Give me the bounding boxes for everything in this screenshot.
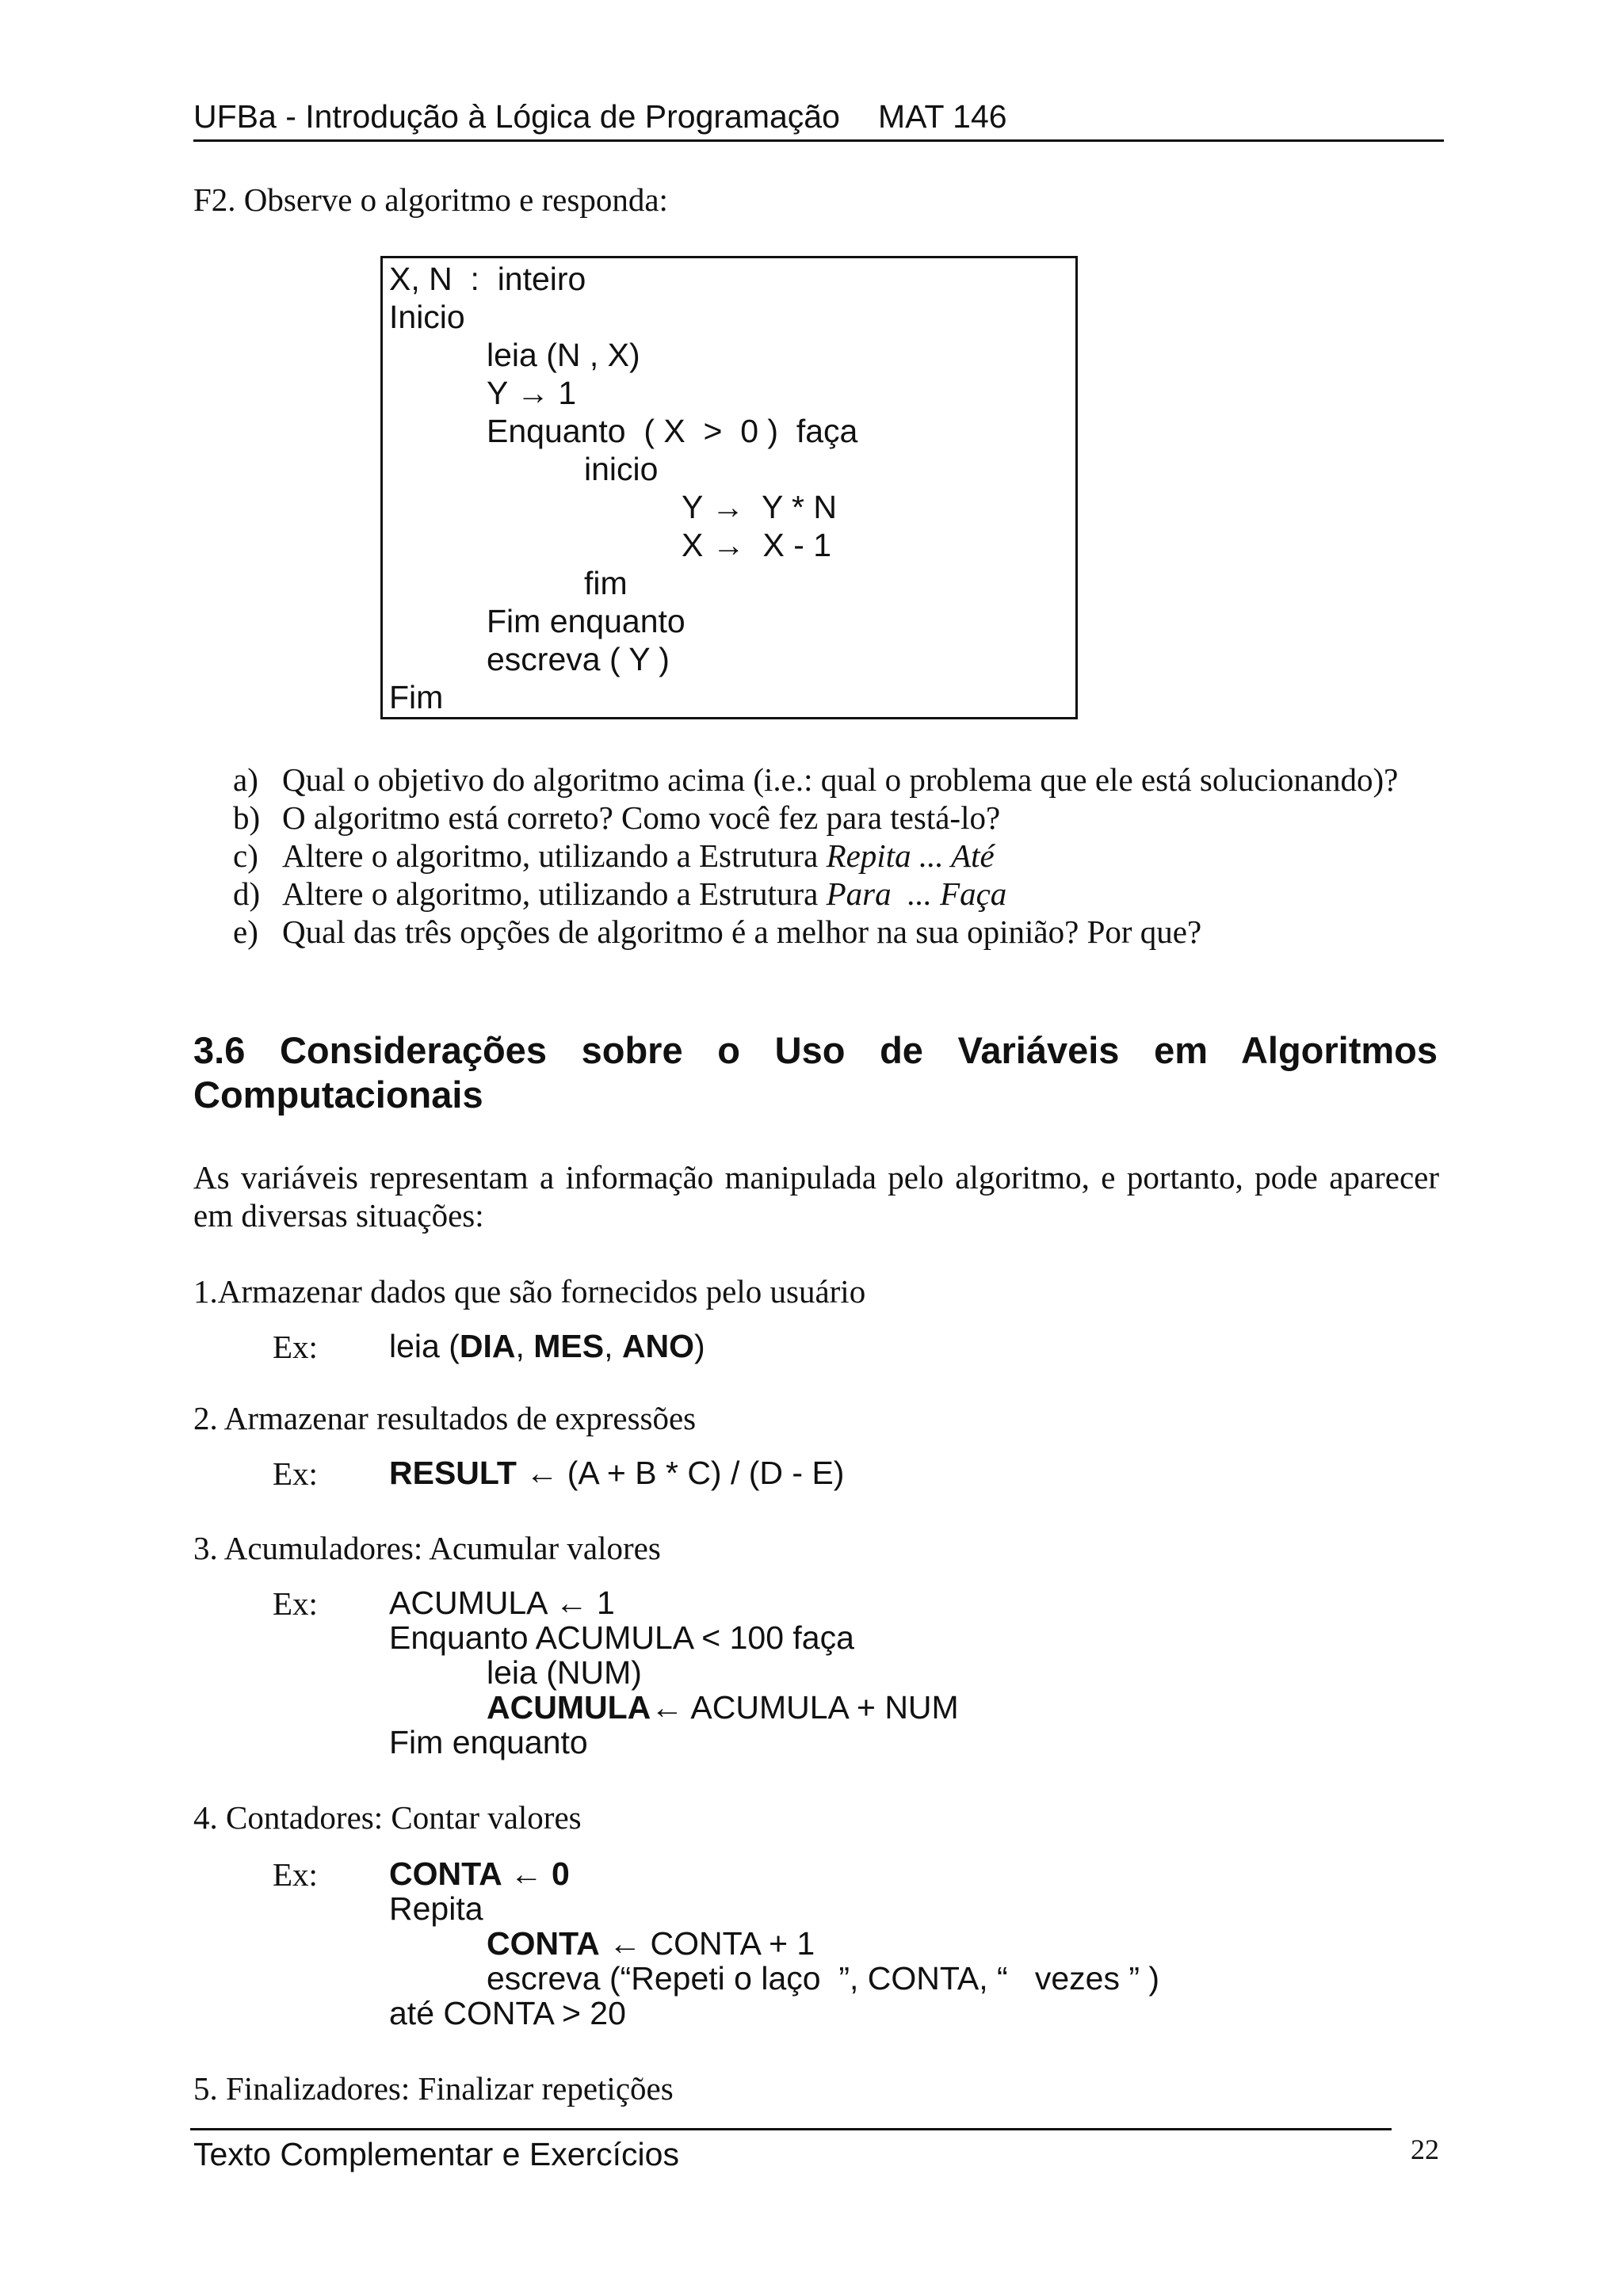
item4-line2: Repita bbox=[389, 1890, 483, 1927]
item4-line5: até CONTA > 20 bbox=[389, 1995, 626, 2031]
question-d-italic: Para ... Faça bbox=[826, 875, 1007, 912]
intro-line2: em diversas situações: bbox=[193, 1197, 484, 1234]
question-c-letter: c) bbox=[233, 837, 258, 874]
header-course: MAT 146 bbox=[878, 98, 1007, 135]
footer-text: Texto Complementar e Exercícios bbox=[193, 2136, 679, 2172]
item1-ex-label: Ex: bbox=[273, 1329, 318, 1365]
item2-title: 2. Armazenar resultados de expressões bbox=[193, 1400, 697, 1436]
code-line-8: X → X - 1 bbox=[682, 527, 832, 563]
question-e-text: Qual das três opções de algoritmo é a melhor na sua opinião? Por que? bbox=[282, 913, 1202, 950]
question-c-italic: Repita ... Até bbox=[826, 837, 995, 874]
question-b-text: O algoritmo está correto? Como você fez para testá-lo? bbox=[282, 799, 1001, 836]
code-line-7: Y → Y * N bbox=[682, 489, 837, 525]
item3-line2: Enquanto ACUMULA < 100 faça bbox=[389, 1619, 854, 1656]
item1-title: 1.Armazenar dados que são fornecidos pelo usuário bbox=[193, 1273, 866, 1310]
question-d-text: Altere o algoritmo, utilizando a Estrutura Para ... Faça bbox=[282, 875, 1007, 912]
item3-line4: ACUMULA← ACUMULA + NUM bbox=[487, 1689, 959, 1726]
question-a-letter: a) bbox=[233, 761, 258, 798]
item4-ex-label: Ex: bbox=[273, 1856, 318, 1893]
item3-line1: ACUMULA ← 1 bbox=[389, 1585, 615, 1621]
header-rule bbox=[193, 139, 1444, 142]
item4-line4: escreva (“Repeti o laço ”, CONTA, “ vezes ” ) bbox=[487, 1960, 1160, 1997]
exercise-label: F2. Observe o algoritmo e responda: bbox=[193, 181, 668, 218]
code-line-12: Fim bbox=[389, 679, 444, 715]
code-line-9: fim bbox=[584, 565, 628, 601]
code-line-1: X, N : inteiro bbox=[389, 261, 586, 297]
code-line-4: Y → 1 bbox=[487, 375, 577, 411]
item2-code: RESULT ← (A + B * C) / (D - E) bbox=[389, 1455, 845, 1491]
item4-title: 4. Contadores: Contar valores bbox=[193, 1799, 582, 1836]
code-line-11: escreva ( Y ) bbox=[487, 641, 670, 677]
item4-line3: CONTA ← CONTA + 1 bbox=[487, 1925, 815, 1962]
question-e-letter: e) bbox=[233, 913, 258, 950]
item3-line5: Fim enquanto bbox=[389, 1724, 588, 1760]
question-c-text: Altere o algoritmo, utilizando a Estrutura Repita ... Até bbox=[282, 837, 995, 874]
item2-ex-label: Ex: bbox=[273, 1455, 318, 1492]
code-line-2: Inicio bbox=[389, 299, 465, 335]
item5-title: 5. Finalizadores: Finalizar repetições bbox=[193, 2070, 674, 2107]
question-a-text: Qual o objetivo do algoritmo acima (i.e.: qual o problema que ele está solucionando)? bbox=[282, 761, 1399, 798]
header-title: UFBa - Introdução à Lógica de Programação bbox=[193, 98, 840, 135]
item3-ex-label: Ex: bbox=[273, 1585, 318, 1622]
intro-line1: As variáveis representam a informação manipulada pelo algoritmo, e portanto, pode aparecer bbox=[193, 1159, 1439, 1196]
code-line-10: Fim enquanto bbox=[487, 603, 685, 639]
item3-line3: leia (NUM) bbox=[487, 1654, 642, 1691]
code-line-5: Enquanto ( X > 0 ) faça bbox=[487, 413, 858, 449]
item4-line1: CONTA ← 0 bbox=[389, 1855, 570, 1892]
question-b-letter: b) bbox=[233, 799, 261, 836]
question-d-letter: d) bbox=[233, 875, 261, 912]
footer-rule bbox=[190, 2128, 1392, 2130]
item1-code: leia (DIA, MES, ANO) bbox=[389, 1328, 705, 1364]
section-heading-line1: 3.6 Considerações sobre o Uso de Variáveis em Algoritmos bbox=[193, 1029, 1438, 1071]
item3-title: 3. Acumuladores: Acumular valores bbox=[193, 1530, 661, 1566]
code-line-3: leia (N , X) bbox=[487, 337, 640, 373]
section-heading-line2: Computacionais bbox=[193, 1074, 483, 1116]
code-line-6: inicio bbox=[584, 451, 659, 487]
page-number: 22 bbox=[1411, 2134, 1439, 2165]
